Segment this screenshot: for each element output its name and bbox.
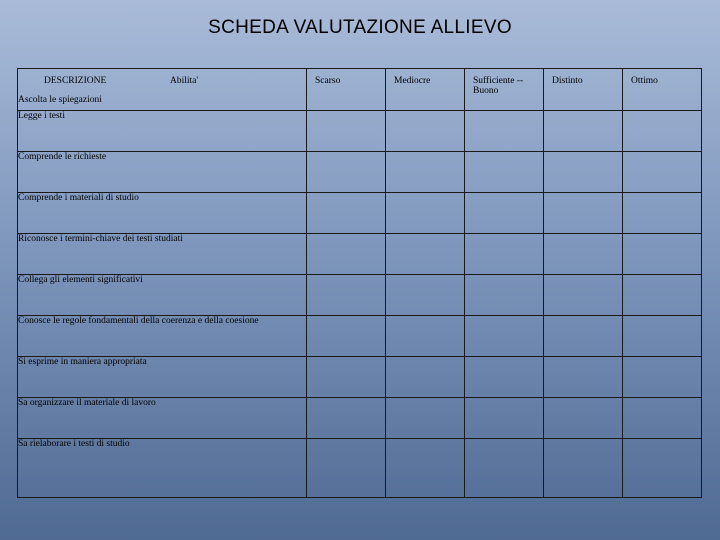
rating-cell-mediocre[interactable] [386, 151, 465, 192]
header-abilita: Abilita' [170, 76, 199, 86]
rating-cell-scarso[interactable] [307, 274, 386, 315]
rating-cell-sufficiente-buono[interactable] [465, 151, 544, 192]
rating-cell-distinto[interactable] [544, 315, 623, 356]
rating-cell-mediocre[interactable] [386, 356, 465, 397]
rating-cell-sufficiente-buono[interactable] [465, 233, 544, 274]
header-rating-sufficiente-buono: Sufficiente --Buono [465, 69, 544, 111]
rating-cell-scarso[interactable] [307, 233, 386, 274]
row-label: Legge i testi [18, 110, 307, 151]
header-rating-mediocre: Mediocre [386, 69, 465, 111]
table-row [18, 192, 702, 233]
table-row [18, 110, 702, 151]
rating-cell-scarso[interactable] [307, 438, 386, 498]
rating-cell-mediocre[interactable] [386, 397, 465, 438]
rating-cell-ottimo[interactable] [623, 356, 702, 397]
table-row [18, 356, 702, 397]
rating-cell-ottimo[interactable] [623, 110, 702, 151]
table-row [18, 151, 702, 192]
rating-cell-sufficiente-buono[interactable] [465, 274, 544, 315]
rating-cell-distinto[interactable] [544, 192, 623, 233]
rating-cell-scarso[interactable] [307, 151, 386, 192]
rating-cell-scarso[interactable] [307, 192, 386, 233]
row-label: Comprende i materiali di studio [18, 192, 307, 233]
rating-cell-mediocre[interactable] [386, 274, 465, 315]
rating-cell-distinto[interactable] [544, 233, 623, 274]
header-description-cell [18, 69, 307, 96]
rating-cell-ottimo[interactable] [623, 192, 702, 233]
rating-cell-distinto[interactable] [544, 274, 623, 315]
rating-cell-scarso[interactable] [307, 315, 386, 356]
rating-cell-sufficiente-buono[interactable] [465, 315, 544, 356]
row-label: Comprende le richieste [18, 151, 307, 192]
rating-cell-ottimo[interactable] [623, 438, 702, 498]
row-label: Ascolta le spiegazioni [18, 95, 307, 110]
rating-cell-sufficiente-buono[interactable] [465, 192, 544, 233]
header-rating-distinto: Distinto [544, 69, 623, 111]
row-label: Sa organizzare il materiale di lavoro [18, 397, 307, 438]
row-label: Si esprime in maniera appropriata [18, 356, 307, 397]
table-row [18, 438, 702, 498]
row-label: Collega gli elementi significativi [18, 274, 307, 315]
header-rating-scarso: Scarso [307, 69, 386, 111]
rating-cell-mediocre[interactable] [386, 233, 465, 274]
rating-cell-mediocre[interactable] [386, 315, 465, 356]
rating-cell-ottimo[interactable] [623, 397, 702, 438]
rating-cell-scarso[interactable] [307, 110, 386, 151]
rating-cell-scarso[interactable] [307, 356, 386, 397]
table-row [18, 397, 702, 438]
rating-cell-ottimo[interactable] [623, 274, 702, 315]
rating-cell-distinto[interactable] [544, 356, 623, 397]
rating-cell-ottimo[interactable] [623, 315, 702, 356]
rating-cell-distinto[interactable] [544, 110, 623, 151]
evaluation-table [17, 68, 702, 498]
table-row [18, 315, 702, 356]
rating-cell-mediocre[interactable] [386, 110, 465, 151]
rating-cell-sufficiente-buono[interactable] [465, 356, 544, 397]
page-title: SCHEDA VALUTAZIONE ALLIEVO [208, 17, 512, 38]
rating-cell-distinto[interactable] [544, 438, 623, 498]
table-row [18, 274, 702, 315]
rating-cell-ottimo[interactable] [623, 151, 702, 192]
rating-cell-mediocre[interactable] [386, 438, 465, 498]
row-label: Sa rielaborare i testi di studio [18, 438, 307, 498]
rating-cell-sufficiente-buono[interactable] [465, 110, 544, 151]
rating-cell-distinto[interactable] [544, 397, 623, 438]
row-label: Riconosce i termini-chiave dei testi studiati [18, 233, 307, 274]
header-row [18, 69, 702, 96]
row-label: Conosce le regole fondamentali della coerenza e della coesione [18, 315, 307, 356]
rating-cell-sufficiente-buono[interactable] [465, 438, 544, 498]
rating-cell-scarso[interactable] [307, 397, 386, 438]
rating-cell-sufficiente-buono[interactable] [465, 397, 544, 438]
header-rating-ottimo: Ottimo [623, 69, 702, 111]
rating-cell-mediocre[interactable] [386, 192, 465, 233]
rating-cell-ottimo[interactable] [623, 233, 702, 274]
rating-cell-distinto[interactable] [544, 151, 623, 192]
header-descrizione: DESCRIZIONE [44, 76, 107, 86]
table-row [18, 233, 702, 274]
